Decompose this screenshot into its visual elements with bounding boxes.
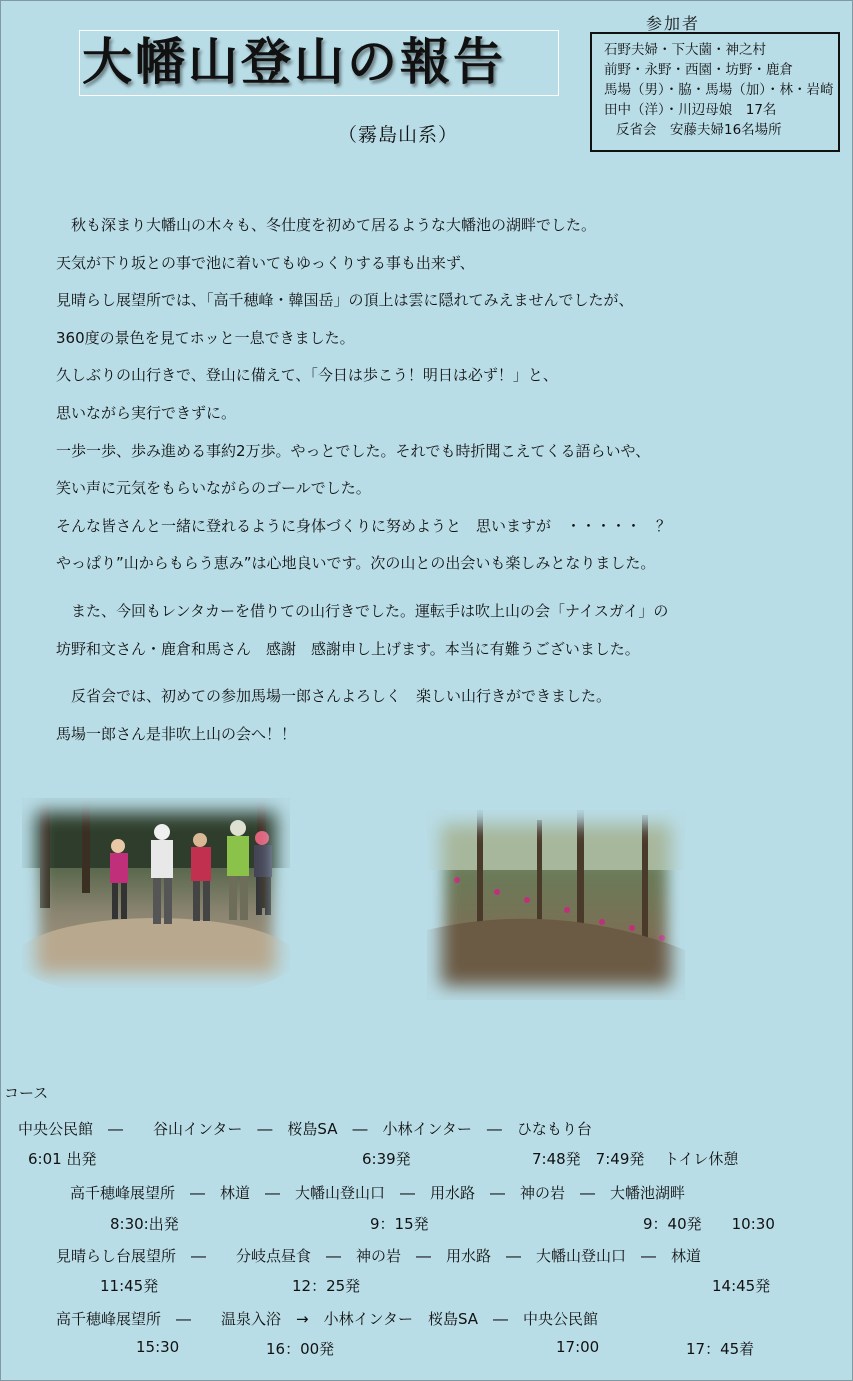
course-label: コース xyxy=(4,1084,49,1102)
body-line: そんな皆さんと一緒に登れるように身体づくりに努めようと 思いますが ・・・・・ ？ xyxy=(56,516,672,535)
participants-line: 反省会 安藤夫婦16名場所 xyxy=(616,122,782,138)
course-route: 高千穂峰展望所 ― 林道 ― 大幡山登山口 ― 用水路 ― 神の岩 ― 大幡池湖畔 xyxy=(70,1184,686,1202)
body-line: 見晴らし展望所では、「高千穂峰・韓国岳」の頂上は雲に隠れてみえませんでしたが、 xyxy=(56,291,634,310)
hikers-group-photo xyxy=(22,798,290,988)
course-route: 見晴らし台展望所 ― 分岐点昼食 ― 神の岩 ― 用水路 ― 大幡山登山口 ― 林道 xyxy=(56,1247,702,1265)
course-time: 8:30:出発 xyxy=(110,1215,179,1233)
forest-trail-photo xyxy=(427,810,685,1000)
course-time: 12：25発 xyxy=(292,1277,361,1295)
participants-line: 田中（洋）・川辺母娘 17名 xyxy=(604,102,777,118)
course-time: 9：40発 10:30 xyxy=(643,1215,775,1233)
course-time: 15:30 xyxy=(136,1338,180,1356)
page-subtitle: （霧島山系） xyxy=(338,124,459,146)
course-time: 17:00 xyxy=(556,1338,600,1356)
body-line: 思いながら実行できずに。 xyxy=(56,403,237,422)
course-time: 6:01 出発 xyxy=(28,1150,97,1168)
forest-trail-illustration xyxy=(427,810,685,1000)
course-time: 11:45発 xyxy=(100,1277,159,1295)
body-line: 笑い声に元気をもらいながらのゴールでした。 xyxy=(56,479,371,498)
body-line: 坊野和文さん・鹿倉和馬さん 感謝 感謝申し上げます。本当に有難うございました。 xyxy=(56,639,640,658)
hikers-group-illustration xyxy=(22,798,290,988)
body-line: 天気が下り坂との事で池に着いてもゆっくりする事も出来ず、 xyxy=(56,253,475,272)
course-time: 7:48発 7:49発 トイレ休憩 xyxy=(532,1150,739,1168)
body-line: 秋も深まり大幡山の木々も、冬仕度を初めて居るような大幡池の湖畔でした。 xyxy=(56,216,597,234)
course-time: 6:39発 xyxy=(362,1150,411,1168)
course-route: 中央公民館 ― 谷山インター ― 桜島SA ― 小林インター ― ひなもり台 xyxy=(18,1120,592,1138)
participants-line: 馬場（男）・脇・馬場（加）・林・岩崎 xyxy=(604,82,834,98)
participants-heading: 参加者 xyxy=(646,14,701,33)
participants-line: 石野夫婦・下大薗・神之村 xyxy=(604,42,766,58)
body-line: 反省会では、初めての参加馬場一郎さんよろしく 楽しい山行きができました。 xyxy=(56,687,612,706)
body-line: 久しぶりの山行きで、登山に備えて、「今日は歩こう！明日は必ず！」と、 xyxy=(56,366,558,385)
body-line: やっぱり”山からもらう恵み”は心地良いです。次の山との出会いも楽しみとなりました。 xyxy=(56,554,656,573)
participants-box xyxy=(590,32,840,152)
body-line: 一歩一歩、歩み進める事約2万歩。やっとでした。それでも時折聞こえてくる語らいや、 xyxy=(56,441,651,460)
body-line: また、今回もレンタカーを借りての山行きでした。運転手は吹上山の会「ナイスガイ」の xyxy=(56,601,669,620)
course-time: 17：45着 xyxy=(686,1340,755,1358)
course-time: 9：15発 xyxy=(370,1215,429,1233)
course-route: 高千穂峰展望所 ― 温泉入浴 → 小林インター 桜島SA ― 中央公民館 xyxy=(56,1310,599,1328)
participants-line: 前野・永野・西園・坊野・鹿倉 xyxy=(604,62,793,78)
course-time: 14:45発 xyxy=(712,1277,771,1295)
report-body xyxy=(56,207,816,753)
body-line: 360度の景色を見てホッと一息できました。 xyxy=(56,328,355,347)
course-time: 16：00発 xyxy=(266,1340,335,1358)
page-title: 大幡山登山の報告 xyxy=(82,32,506,91)
body-line: 馬場一郎さん是非吹上山の会へ！！ xyxy=(56,724,297,743)
